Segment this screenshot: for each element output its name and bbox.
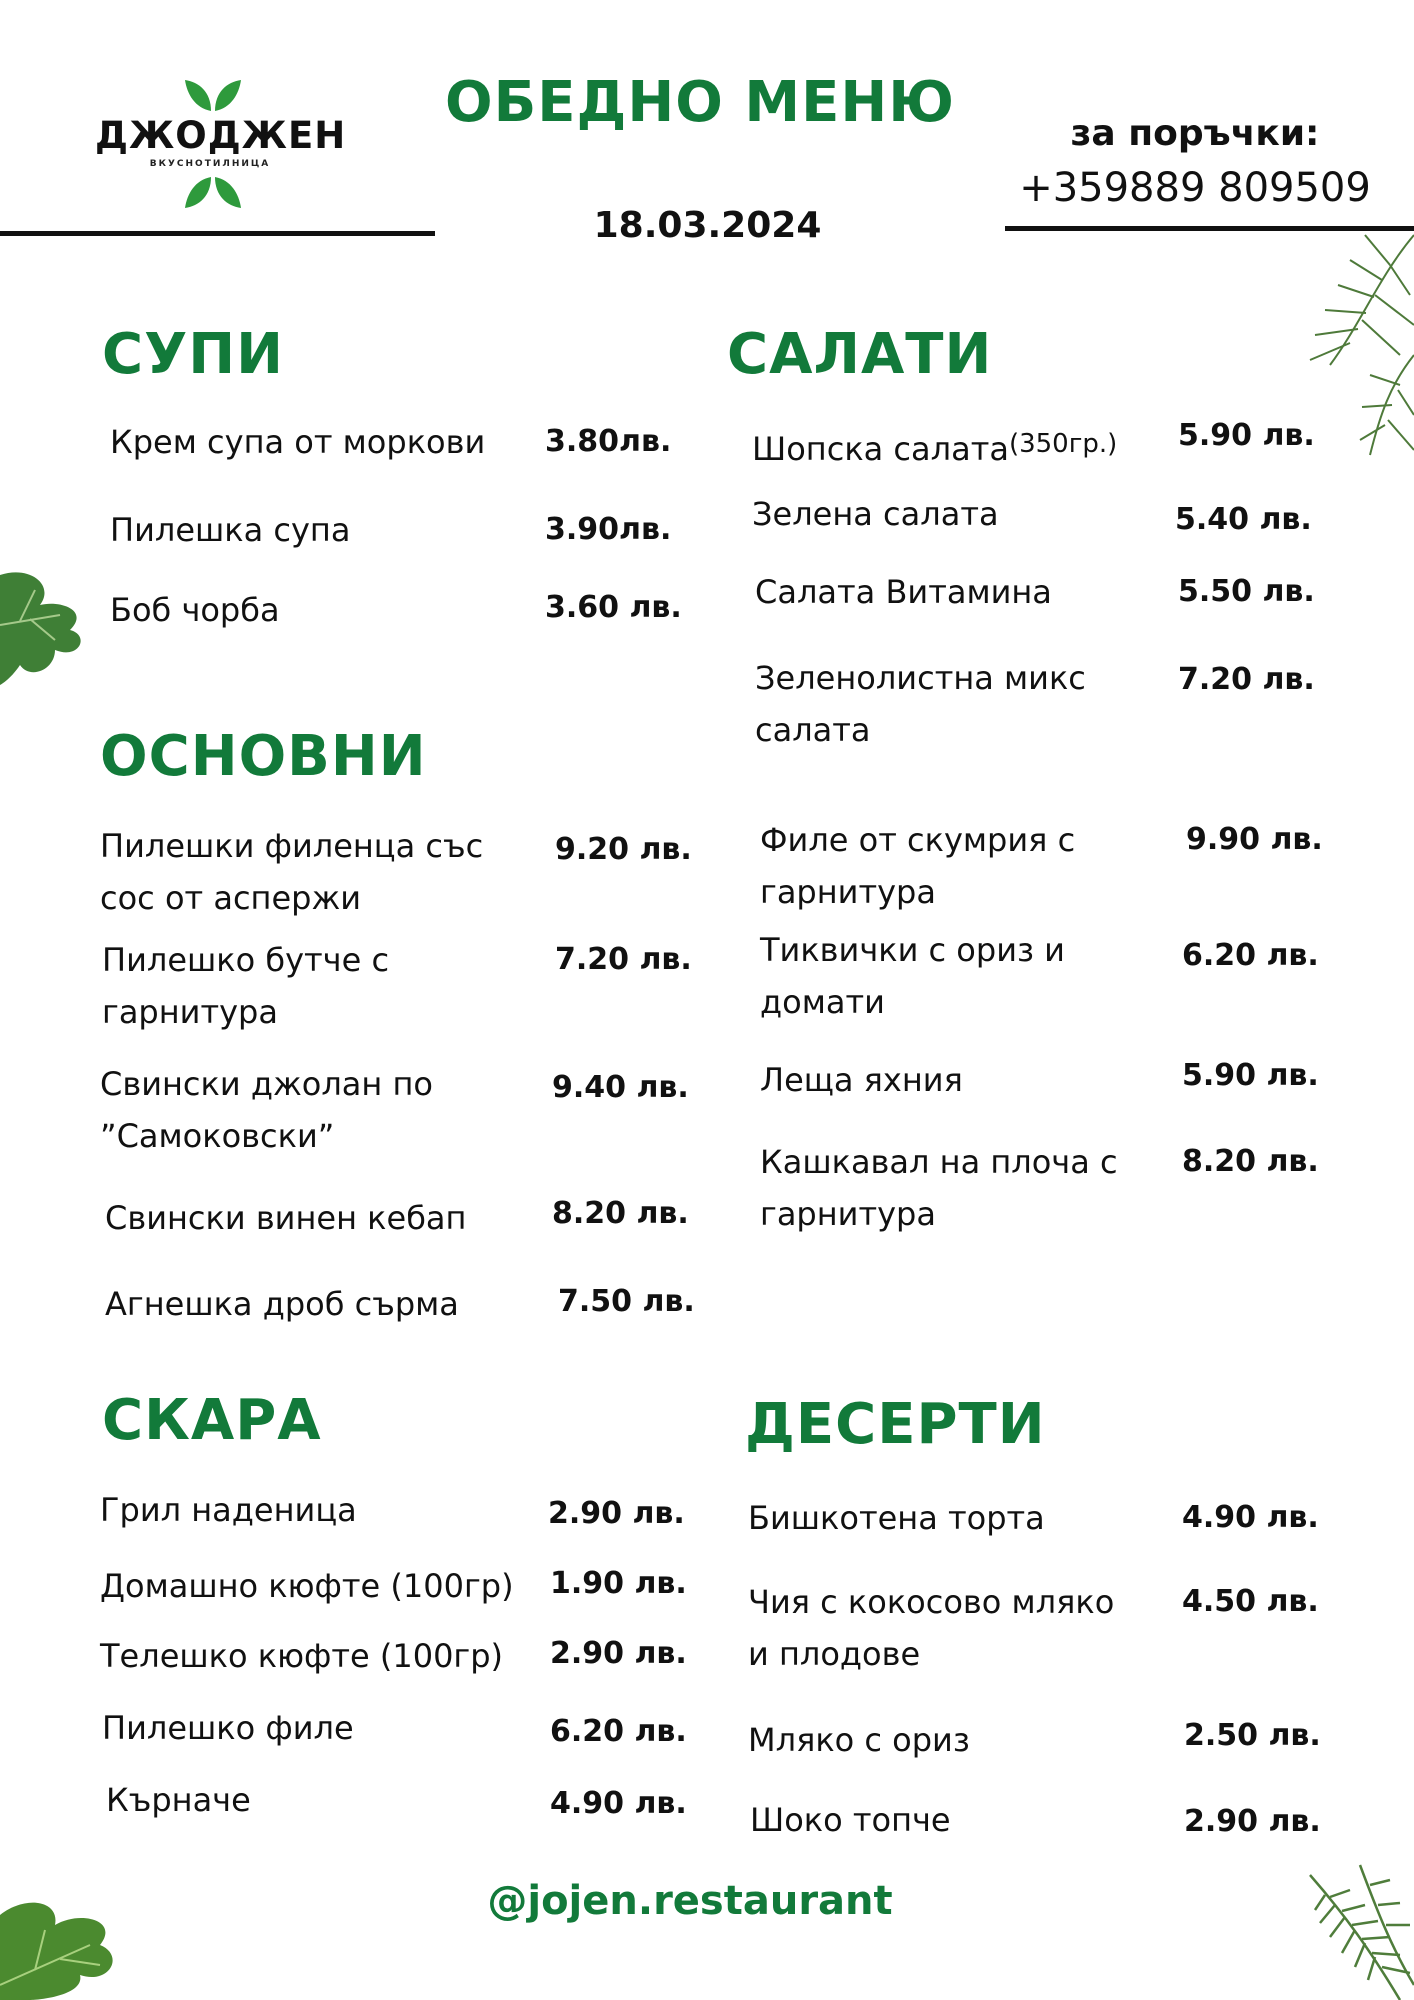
menu-item-price: 9.40 лв. bbox=[552, 1070, 689, 1105]
menu-item-price: 2.50 лв. bbox=[1184, 1718, 1321, 1753]
menu-item-name: Кашкавал на плоча с bbox=[760, 1143, 1118, 1181]
menu-item-price: 7.20 лв. bbox=[1178, 662, 1315, 697]
menu-item-price: 2.90 лв. bbox=[548, 1496, 685, 1531]
menu-item-name: Бишкотена торта bbox=[748, 1499, 1045, 1537]
menu-item-name: Домашно кюфте (100гр) bbox=[100, 1567, 514, 1605]
leaf-icon bbox=[185, 78, 241, 112]
menu-item-name-line2: гарнитура bbox=[102, 993, 278, 1031]
section-title-grill: СКАРА bbox=[102, 1388, 322, 1453]
menu-item-price: 5.50 лв. bbox=[1178, 574, 1315, 609]
order-phone[interactable]: +359889 809509 bbox=[1019, 165, 1371, 211]
menu-item-name: Тиквички с ориз и bbox=[760, 931, 1065, 969]
menu-item-price: 3.80лв. bbox=[545, 424, 672, 459]
menu-item-name-line2: салата bbox=[755, 711, 871, 749]
menu-item-price: 5.90 лв. bbox=[1178, 418, 1315, 453]
menu-item-price: 3.90лв. bbox=[545, 512, 672, 547]
menu-item-name: Кърначе bbox=[106, 1781, 251, 1819]
section-title-mains: ОСНОВНИ bbox=[100, 724, 427, 789]
logo-name: ДЖОДЖЕН bbox=[95, 114, 347, 157]
menu-item-name-text: Шопска салата bbox=[752, 430, 1009, 468]
menu-item-name-line2: ”Самоковски” bbox=[100, 1117, 335, 1155]
section-title-salads: САЛАТИ bbox=[727, 322, 993, 387]
menu-item-name-line2: домати bbox=[760, 983, 885, 1021]
menu-item-price: 4.90 лв. bbox=[1182, 1500, 1319, 1535]
menu-item-name: Грил наденица bbox=[100, 1491, 357, 1529]
menu-item-price: 8.20 лв. bbox=[552, 1196, 689, 1231]
menu-item-price: 7.20 лв. bbox=[555, 942, 692, 977]
header-divider-left bbox=[0, 231, 435, 236]
menu-date: 18.03.2024 bbox=[593, 205, 822, 246]
order-label: за поръчки: bbox=[1070, 113, 1320, 154]
parsley-leaf-left-icon bbox=[0, 555, 95, 695]
header-divider-right bbox=[1005, 226, 1414, 231]
menu-item-price: 4.50 лв. bbox=[1182, 1584, 1319, 1619]
menu-item-note: (350гр.) bbox=[1008, 429, 1118, 459]
menu-item-name-line2: гарнитура bbox=[760, 873, 936, 911]
menu-item-price: 6.20 лв. bbox=[1182, 938, 1319, 973]
menu-item-name: Филе от скумрия с bbox=[760, 821, 1076, 859]
menu-item-name: Леща яхния bbox=[760, 1061, 963, 1099]
menu-item-name-line2: гарнитура bbox=[760, 1195, 936, 1233]
leaf-icon bbox=[185, 176, 241, 210]
menu-item-name: Пилешко бутче с bbox=[102, 941, 390, 979]
menu-title: ОБЕДНО МЕНЮ bbox=[445, 70, 955, 135]
menu-item-price: 7.50 лв. bbox=[558, 1284, 695, 1319]
menu-item-name: Свински джолан по bbox=[100, 1065, 433, 1103]
section-title-soups: СУПИ bbox=[102, 322, 285, 387]
menu-item-name: Шоко топче bbox=[750, 1801, 951, 1839]
menu-item-price: 5.90 лв. bbox=[1182, 1058, 1319, 1093]
instagram-handle[interactable]: @jojen.restaurant bbox=[487, 1878, 893, 1924]
restaurant-logo bbox=[95, 78, 347, 218]
menu-item-price: 2.90 лв. bbox=[1184, 1804, 1321, 1839]
menu-item-price: 4.90 лв. bbox=[550, 1786, 687, 1821]
menu-item-price: 1.90 лв. bbox=[550, 1566, 687, 1601]
rosemary-herb-bottom-right-icon bbox=[1300, 1855, 1414, 2000]
menu-item-price: 8.20 лв. bbox=[1182, 1144, 1319, 1179]
logo-tagline: ВКУСНОТИЛНИЦА bbox=[149, 159, 271, 169]
menu-item-name: Зелена салата bbox=[752, 495, 999, 533]
menu-item-name: Чия с кокосово мляко bbox=[748, 1583, 1115, 1621]
menu-item-name: Агнешка дроб сърма bbox=[105, 1285, 459, 1323]
menu-item-name: Зеленолистна микс bbox=[755, 659, 1086, 697]
menu-item-price: 6.20 лв. bbox=[550, 1714, 687, 1749]
menu-item-price: 3.60 лв. bbox=[545, 590, 682, 625]
menu-item-price: 2.90 лв. bbox=[550, 1636, 687, 1671]
menu-item-name: Свински винен кебап bbox=[105, 1199, 467, 1237]
menu-item-name: Пилешки филенца със bbox=[100, 827, 484, 865]
parsley-leaf-bottom-left-icon bbox=[0, 1855, 125, 2000]
menu-item-name: Пилешка супа bbox=[110, 511, 351, 549]
menu-item-name: Салата Витамина bbox=[755, 573, 1052, 611]
menu-item-name: Мляко с ориз bbox=[748, 1721, 970, 1759]
menu-item-name: Телешко кюфте (100гр) bbox=[100, 1637, 504, 1675]
menu-item-name: Пилешко филе bbox=[102, 1709, 354, 1747]
menu-item-name: Боб чорба bbox=[110, 591, 280, 629]
menu-item-price: 5.40 лв. bbox=[1175, 502, 1312, 537]
menu-item-name bbox=[752, 418, 1117, 475]
menu-item-price: 9.20 лв. bbox=[555, 832, 692, 867]
menu-item-name-line2: сос от аспержи bbox=[100, 879, 362, 917]
section-title-desserts: ДЕСЕРТИ bbox=[745, 1392, 1046, 1457]
menu-item-price: 9.90 лв. bbox=[1186, 822, 1323, 857]
menu-item-name-line2: и плодове bbox=[748, 1635, 921, 1673]
menu-item-name: Крем супа от моркови bbox=[110, 423, 486, 461]
